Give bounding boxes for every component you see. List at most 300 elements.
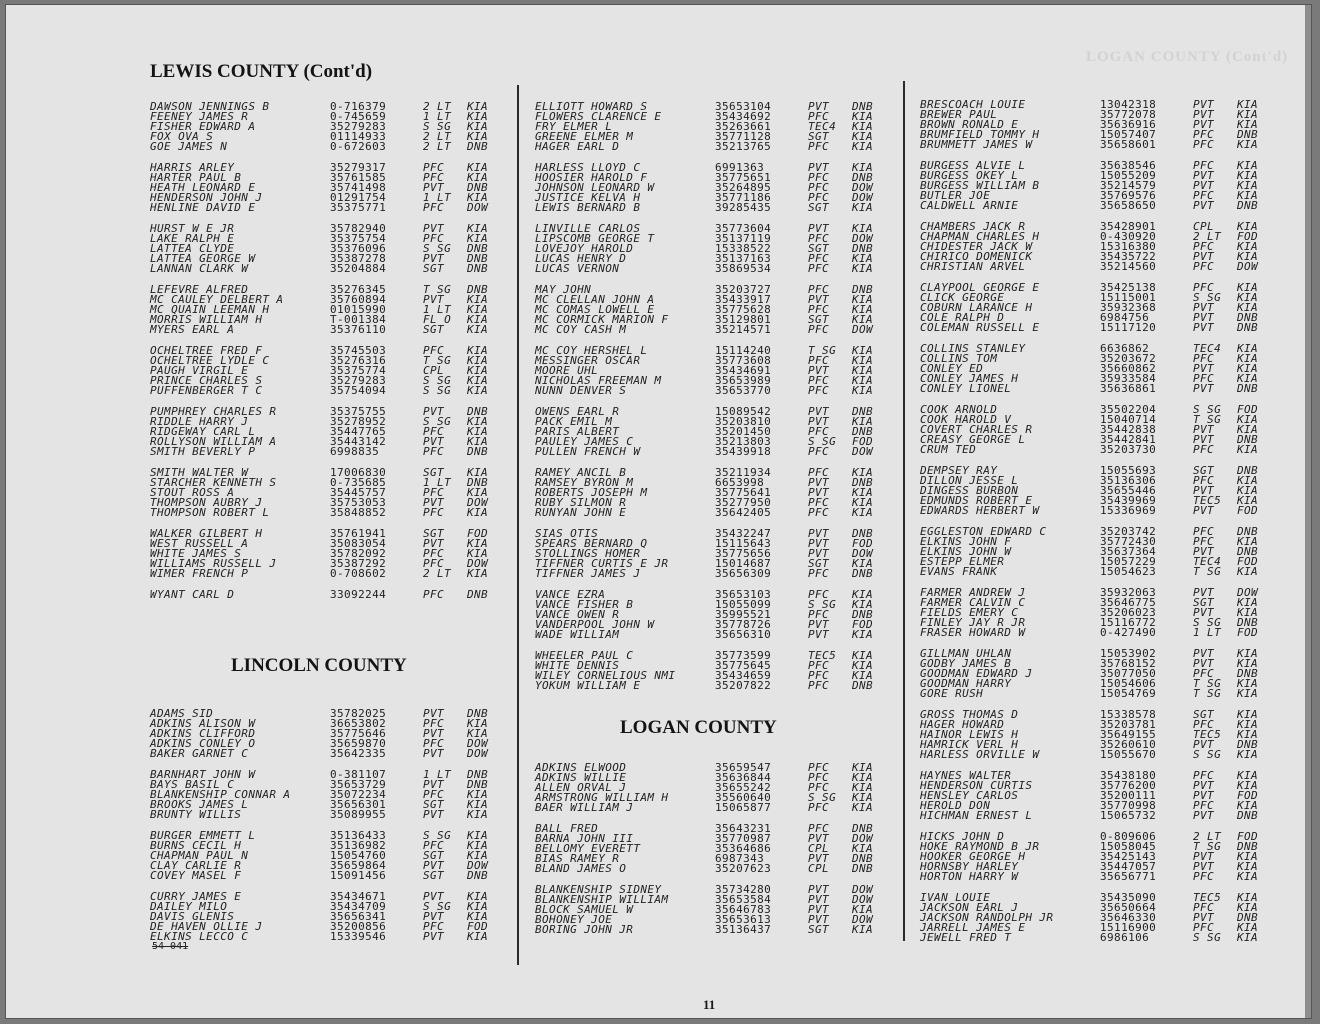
casualty-status: KIA xyxy=(1237,769,1259,782)
serial-number: 35745503 xyxy=(330,344,387,357)
roster-group xyxy=(150,590,501,600)
soldier-name: BLANKENSHIP WILLIAM xyxy=(535,893,669,906)
rank: PFC xyxy=(1193,372,1215,385)
roster-group xyxy=(150,770,501,820)
casualty-status: KIA xyxy=(852,659,874,672)
rank: PVT xyxy=(423,181,445,194)
casualty-status: KIA xyxy=(467,486,489,499)
rank: SGT xyxy=(423,527,445,540)
soldier-name: MC QUAIN LEEMAN H xyxy=(150,303,270,316)
serial-number: 35772078 xyxy=(1100,108,1157,121)
rank: 2 LT xyxy=(1193,230,1222,243)
roster-group xyxy=(150,831,501,881)
rank: PFC xyxy=(808,781,830,794)
rank: PFC xyxy=(808,761,830,774)
serial-number: 35642335 xyxy=(330,747,387,760)
soldier-name: COVERT CHARLES R xyxy=(920,423,1033,436)
serial-number: 35203730 xyxy=(1100,443,1157,456)
rank: TEC5 xyxy=(1193,494,1222,507)
rank: PVT xyxy=(1193,179,1215,192)
rank: PVT xyxy=(808,893,830,906)
soldier-name: COLLINS TOM xyxy=(920,352,998,365)
serial-number: 35649155 xyxy=(1100,728,1157,741)
serial-number: 35653989 xyxy=(715,374,772,387)
casualty-status: KIA xyxy=(467,344,489,357)
rank: PFC xyxy=(1193,921,1215,934)
serial-number: 35734280 xyxy=(715,883,772,896)
serial-number: 35214560 xyxy=(1100,260,1157,273)
serial-number: 15339546 xyxy=(330,930,387,943)
casualty-status: KIA xyxy=(467,798,489,811)
column-2-roster-logan xyxy=(535,763,886,946)
roster-group xyxy=(535,590,886,640)
soldier-name: BARNHART JOHN W xyxy=(150,768,256,781)
serial-number: 35760894 xyxy=(330,293,387,306)
soldier-name: SPEARS BERNARD Q xyxy=(535,537,648,550)
rank: TEC4 xyxy=(808,120,837,133)
serial-number: 35077050 xyxy=(1100,667,1157,680)
rank: S SG xyxy=(808,598,837,611)
soldier-name: GOE JAMES N xyxy=(150,140,228,153)
casualty-status: KIA xyxy=(1237,118,1259,131)
rank: PFC xyxy=(1193,535,1215,548)
rank: TEC5 xyxy=(1193,891,1222,904)
serial-number: 35434692 xyxy=(715,110,772,123)
soldier-name: WYANT CARL D xyxy=(150,588,235,601)
serial-number: 35772430 xyxy=(1100,535,1157,548)
casualty-status: FOD xyxy=(467,527,489,540)
rank: PVT xyxy=(423,252,445,265)
rank: S SG xyxy=(423,374,452,387)
serial-number: 35770998 xyxy=(1100,799,1157,812)
rank: PFC xyxy=(808,384,830,397)
serial-number: 35660862 xyxy=(1100,362,1157,375)
soldier-name: HAGER EARL D xyxy=(535,140,620,153)
casualty-status: KIA xyxy=(852,903,874,916)
rank: PVT xyxy=(1193,118,1215,131)
serial-number: 35072234 xyxy=(330,788,387,801)
soldier-name: ADAMS SID xyxy=(150,707,214,720)
soldier-name: SMITH WALTER W xyxy=(150,466,249,479)
serial-number: 6986106 xyxy=(1100,931,1150,944)
soldier-name: ADKINS CONLEY O xyxy=(150,737,256,750)
soldier-name: COLLINS STANLEY xyxy=(920,342,1026,355)
soldier-name: ADKINS ELWOOD xyxy=(535,761,627,774)
roster-row xyxy=(150,142,501,152)
soldier-name: EVANS FRANK xyxy=(920,565,998,578)
serial-number: 15054623 xyxy=(1100,565,1157,578)
soldier-name: LOVEJOY HAROLD xyxy=(535,242,634,255)
serial-number: 35203742 xyxy=(1100,525,1157,538)
casualty-status: KIA xyxy=(467,374,489,387)
casualty-status: KIA xyxy=(852,374,874,387)
soldier-name: CLAY CARLIE R xyxy=(150,859,242,872)
serial-number: 35200856 xyxy=(330,920,387,933)
soldier-name: HARLESS LLOYD C xyxy=(535,161,641,174)
soldier-name: HENLINE DAVID E xyxy=(150,201,256,214)
soldier-name: LANNAN CLARK W xyxy=(150,262,249,275)
roster-row xyxy=(150,810,501,820)
roster-row xyxy=(150,569,501,579)
serial-number: 35778726 xyxy=(715,618,772,631)
serial-number: 0-716379 xyxy=(330,100,387,113)
rank: PVT xyxy=(423,859,445,872)
serial-number: 35428901 xyxy=(1100,220,1157,233)
casualty-status: FOD xyxy=(1237,626,1259,639)
casualty-status: KIA xyxy=(1237,494,1259,507)
casualty-status: KIA xyxy=(467,110,489,123)
casualty-status: KIA xyxy=(852,628,874,641)
rank: T SG xyxy=(1193,840,1222,853)
casualty-status: DNB xyxy=(1237,616,1259,629)
soldier-name: BOHONEY JOE xyxy=(535,913,613,926)
serial-number: 35387292 xyxy=(330,557,387,570)
rank: PFC xyxy=(808,669,830,682)
soldier-name: CONLEY LIONEL xyxy=(920,382,1012,395)
roster-row xyxy=(535,447,886,457)
serial-number: 6987343 xyxy=(715,852,765,865)
rank: PVT xyxy=(1193,911,1215,924)
soldier-name: STOUT ROSS A xyxy=(150,486,235,499)
serial-number: 36653802 xyxy=(330,717,387,730)
soldier-name: JUSTICE KELVA H xyxy=(535,191,641,204)
soldier-name: BLANKENSHIP SIDNEY xyxy=(535,883,662,896)
soldier-name: WHITE DENNIS xyxy=(535,659,620,672)
rank: PFC xyxy=(808,181,830,194)
serial-number: 35425138 xyxy=(1100,281,1157,294)
serial-number: 6636862 xyxy=(1100,342,1150,355)
serial-number: 35214579 xyxy=(1100,179,1157,192)
serial-number: 15054769 xyxy=(1100,687,1157,700)
soldier-name: IVAN LOUIE xyxy=(920,891,991,904)
serial-number: 15114240 xyxy=(715,344,772,357)
rank: PFC xyxy=(423,486,445,499)
roster-row xyxy=(920,384,1271,394)
rank: PVT xyxy=(1193,98,1215,111)
serial-number: 35775628 xyxy=(715,303,772,316)
serial-number: 35761585 xyxy=(330,171,387,184)
soldier-name: OCHELTREE LYDLE C xyxy=(150,354,270,367)
column-1-roster xyxy=(150,102,501,611)
serial-number: 17006830 xyxy=(330,466,387,479)
rank: PFC xyxy=(1193,799,1215,812)
casualty-status: KIA xyxy=(852,923,874,936)
roster-group xyxy=(920,832,1271,882)
casualty-status: DNB xyxy=(852,567,874,580)
casualty-status: KIA xyxy=(467,313,489,326)
casualty-status: KIA xyxy=(852,771,874,784)
rank: PFC xyxy=(808,425,830,438)
rank: PVT xyxy=(423,293,445,306)
serial-number: 35207623 xyxy=(715,862,772,875)
rank: T SG xyxy=(1193,677,1222,690)
serial-number: 35439918 xyxy=(715,445,772,458)
rank: PVT xyxy=(808,537,830,550)
serial-number: 15089542 xyxy=(715,405,772,418)
serial-number: 35214571 xyxy=(715,323,772,336)
casualty-status: DNB xyxy=(1237,199,1259,212)
serial-number: 35646775 xyxy=(1100,596,1157,609)
serial-number: 35775656 xyxy=(715,547,772,560)
serial-number: 35447057 xyxy=(1100,860,1157,873)
rank: 1 LT xyxy=(423,768,452,781)
soldier-name: WHITE JAMES S xyxy=(150,547,242,560)
casualty-status: KIA xyxy=(467,910,489,923)
roster-row xyxy=(920,445,1271,455)
casualty-status: KIA xyxy=(1237,138,1259,151)
casualty-status: KIA xyxy=(467,222,489,235)
serial-number: 15115001 xyxy=(1100,291,1157,304)
casualty-status: KIA xyxy=(1237,901,1259,914)
soldier-name: FIELDS EMERY C xyxy=(920,606,1019,619)
roster-row xyxy=(150,590,501,600)
serial-number: 15053902 xyxy=(1100,647,1157,660)
roster-row xyxy=(920,201,1271,211)
serial-number: 35659864 xyxy=(330,859,387,872)
casualty-status: KIA xyxy=(1237,108,1259,121)
casualty-status: KIA xyxy=(1237,779,1259,792)
rank: SGT xyxy=(808,130,830,143)
roster-row xyxy=(150,264,501,274)
serial-number: 15117120 xyxy=(1100,321,1157,334)
rank: PFC xyxy=(808,171,830,184)
soldier-name: ELKINS JOHN F xyxy=(920,535,1012,548)
casualty-status: DNB xyxy=(467,242,489,255)
soldier-name: HENDERSON CURTIS xyxy=(920,779,1033,792)
rank: SGT xyxy=(808,201,830,214)
serial-number: 15054606 xyxy=(1100,677,1157,690)
casualty-status: DNB xyxy=(467,252,489,265)
serial-number: 35213765 xyxy=(715,140,772,153)
roster-group xyxy=(535,651,886,691)
soldier-name: MC COMAS LOWELL E xyxy=(535,303,655,316)
rank: SGT xyxy=(423,466,445,479)
casualty-status: DNB xyxy=(1237,128,1259,141)
casualty-status: KIA xyxy=(852,598,874,611)
casualty-status: KIA xyxy=(1237,443,1259,456)
soldier-name: HOOSIER HAROLD F xyxy=(535,171,648,184)
casualty-status: FOD xyxy=(1237,230,1259,243)
rank: S SG xyxy=(808,791,837,804)
soldier-name: BROOKS JAMES L xyxy=(150,798,249,811)
roster-row xyxy=(535,508,886,518)
serial-number: 35636844 xyxy=(715,771,772,784)
soldier-name: BAKER GARNET C xyxy=(150,747,249,760)
soldier-name: BREWER PAUL xyxy=(920,108,998,121)
casualty-status: KIA xyxy=(852,761,874,774)
soldier-name: ROBERTS JOSEPH M xyxy=(535,486,648,499)
rank: PFC xyxy=(423,425,445,438)
roster-row xyxy=(920,140,1271,150)
county-heading-logan: LOGAN COUNTY xyxy=(620,717,777,738)
rank: PVT xyxy=(423,707,445,720)
soldier-name: PARIS ALBERT xyxy=(535,425,620,438)
soldier-name: HARRIS ARLEY xyxy=(150,161,235,174)
soldier-name: CURRY JAMES E xyxy=(150,890,242,903)
soldier-name: HOKE RAYMOND B JR xyxy=(920,840,1040,853)
casualty-status: KIA xyxy=(852,649,874,662)
serial-number: 35933584 xyxy=(1100,372,1157,385)
serial-number: 15065877 xyxy=(715,801,772,814)
rank: PFC xyxy=(1193,260,1215,273)
rank: PVT xyxy=(808,486,830,499)
serial-number: 35211934 xyxy=(715,466,772,479)
rank: PFC xyxy=(423,445,445,458)
soldier-name: LATTEA CLYDE xyxy=(150,242,235,255)
casualty-status: KIA xyxy=(1237,748,1259,761)
rank: 2 LT xyxy=(423,140,452,153)
rank: PVT xyxy=(423,537,445,550)
serial-number: 15055693 xyxy=(1100,464,1157,477)
serial-number: 35768152 xyxy=(1100,657,1157,670)
soldier-name: ALLEN ORVAL J xyxy=(535,781,627,794)
serial-number: 35769576 xyxy=(1100,189,1157,202)
serial-number: 35439969 xyxy=(1100,494,1157,507)
casualty-status: KIA xyxy=(467,849,489,862)
serial-number: 35376096 xyxy=(330,242,387,255)
soldier-name: BURGESS OKEY L xyxy=(920,169,1019,182)
rank: PFC xyxy=(423,547,445,560)
serial-number: 35443142 xyxy=(330,435,387,448)
casualty-status: DNB xyxy=(467,140,489,153)
soldier-name: LATTEA GEORGE W xyxy=(150,252,256,265)
casualty-status: FOD xyxy=(1237,789,1259,802)
soldier-name: BLOCK SAMUEL W xyxy=(535,903,634,916)
serial-number: 35137119 xyxy=(715,232,772,245)
casualty-status: KIA xyxy=(1237,484,1259,497)
roster-row xyxy=(535,681,886,691)
rank: PVT xyxy=(1193,738,1215,751)
serial-number: 35276316 xyxy=(330,354,387,367)
soldier-name: BORING JOHN JR xyxy=(535,923,634,936)
rank: PFC xyxy=(1193,352,1215,365)
soldier-name: BROWN RONALD E xyxy=(920,118,1019,131)
rank: S SG xyxy=(1193,931,1222,944)
roster-row xyxy=(150,508,501,518)
soldier-name: FLOWERS CLARENCE E xyxy=(535,110,662,123)
casualty-status: KIA xyxy=(1237,372,1259,385)
serial-number: 35136433 xyxy=(330,829,387,842)
roster-group xyxy=(535,224,886,274)
serial-number: 35445757 xyxy=(330,486,387,499)
casualty-status: KIA xyxy=(852,222,874,235)
serial-number: 35434691 xyxy=(715,364,772,377)
soldier-name: CONLEY ED xyxy=(920,362,984,375)
serial-number: 0-735685 xyxy=(330,476,387,489)
rank: PVT xyxy=(423,727,445,740)
soldier-name: LAKE RALPH E xyxy=(150,232,235,245)
casualty-status: KIA xyxy=(1237,98,1259,111)
roster-row xyxy=(535,630,886,640)
soldier-name: HAYNES WALTER xyxy=(920,769,1012,782)
serial-number: 35435090 xyxy=(1100,891,1157,904)
serial-number: 35375774 xyxy=(330,364,387,377)
soldier-name: BRESCOACH LOUIE xyxy=(920,98,1026,111)
rank: 1 LT xyxy=(423,476,452,489)
serial-number: 15057407 xyxy=(1100,128,1157,141)
serial-number: 35659870 xyxy=(330,737,387,750)
casualty-status: KIA xyxy=(467,788,489,801)
rank: PFC xyxy=(808,252,830,265)
rank: 1 LT xyxy=(423,191,452,204)
rank: PFC xyxy=(808,140,830,153)
serial-number: 35658601 xyxy=(1100,138,1157,151)
roster-group xyxy=(920,161,1271,211)
roster-row xyxy=(535,203,886,213)
casualty-status: DNB xyxy=(852,476,874,489)
rank: TEC5 xyxy=(808,649,837,662)
casualty-status: DNB xyxy=(467,869,489,882)
casualty-status: KIA xyxy=(1237,220,1259,233)
casualty-status: KIA xyxy=(467,717,489,730)
casualty-status: DNB xyxy=(852,679,874,692)
rank: PVT xyxy=(1193,545,1215,558)
rank: PVT xyxy=(808,547,830,560)
soldier-name: COLEMAN RUSSELL E xyxy=(920,321,1040,334)
casualty-status: DOW xyxy=(1237,260,1259,273)
rank: 2 LT xyxy=(1193,830,1222,843)
rank: PFC xyxy=(1193,443,1215,456)
rank: PFC xyxy=(808,801,830,814)
casualty-status: KIA xyxy=(1237,870,1259,883)
soldier-name: MYERS EARL A xyxy=(150,323,235,336)
rank: PFC xyxy=(1193,769,1215,782)
serial-number: 35276345 xyxy=(330,283,387,296)
soldier-name: MC CLELLAN JOHN A xyxy=(535,293,655,306)
soldier-name: MC CORMICK MARION F xyxy=(535,313,669,326)
casualty-status: KIA xyxy=(852,415,874,428)
serial-number: 35653104 xyxy=(715,100,772,113)
serial-number: 35213803 xyxy=(715,435,772,448)
roster-group xyxy=(920,710,1271,760)
casualty-status: KIA xyxy=(852,506,874,519)
casualty-status: DNB xyxy=(1237,311,1259,324)
roster-row xyxy=(535,569,886,579)
casualty-status: DNB xyxy=(467,445,489,458)
soldier-name: MAY JOHN xyxy=(535,283,592,296)
serial-number: 15338578 xyxy=(1100,708,1157,721)
rank: PFC xyxy=(423,920,445,933)
rank: PFC xyxy=(423,201,445,214)
casualty-status: KIA xyxy=(1237,301,1259,314)
rank: PVT xyxy=(1193,311,1215,324)
rank: PFC xyxy=(423,737,445,750)
rank: PVT xyxy=(808,527,830,540)
casualty-status: KIA xyxy=(467,930,489,943)
casualty-status: KIA xyxy=(467,354,489,367)
soldier-name: COLE RALPH D xyxy=(920,311,1005,324)
roster-row xyxy=(920,750,1271,760)
serial-number: 0-672603 xyxy=(330,140,387,153)
serial-number: 35775645 xyxy=(715,659,772,672)
serial-number: 01114933 xyxy=(330,130,387,143)
rank: PVT xyxy=(1193,301,1215,314)
casualty-status: KIA xyxy=(1237,159,1259,172)
serial-number: 35201450 xyxy=(715,425,772,438)
soldier-name: HOOKER GEORGE H xyxy=(920,850,1026,863)
serial-number: 15057229 xyxy=(1100,555,1157,568)
soldier-name: HORNSBY HARLEY xyxy=(920,860,1019,873)
roster-row xyxy=(535,386,886,396)
casualty-status: KIA xyxy=(467,191,489,204)
county-heading-lewis: LEWIS COUNTY (Cont'd) xyxy=(150,61,373,82)
casualty-status: KIA xyxy=(1237,179,1259,192)
rank: PFC xyxy=(1193,901,1215,914)
casualty-status: DNB xyxy=(852,527,874,540)
casualty-status: KIA xyxy=(1237,169,1259,182)
roster-group xyxy=(920,466,1271,516)
roster-row xyxy=(150,325,501,335)
